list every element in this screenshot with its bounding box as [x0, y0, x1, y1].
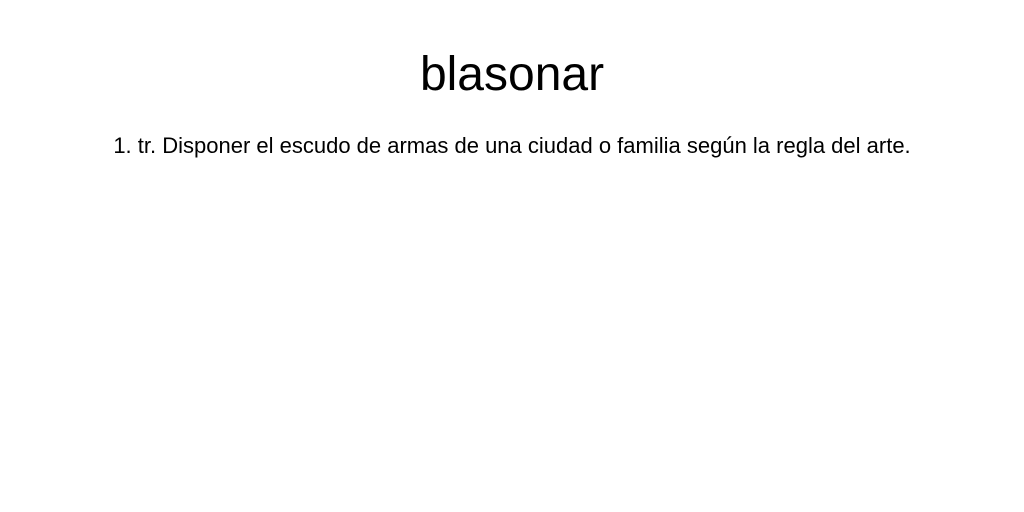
definition-list	[74, 127, 950, 165]
entry-word-title: blasonar	[419, 48, 605, 101]
definition-item: 1. tr. Disponer el escudo de armas de una ciudad o familia según la regla del arte.	[113, 133, 911, 158]
